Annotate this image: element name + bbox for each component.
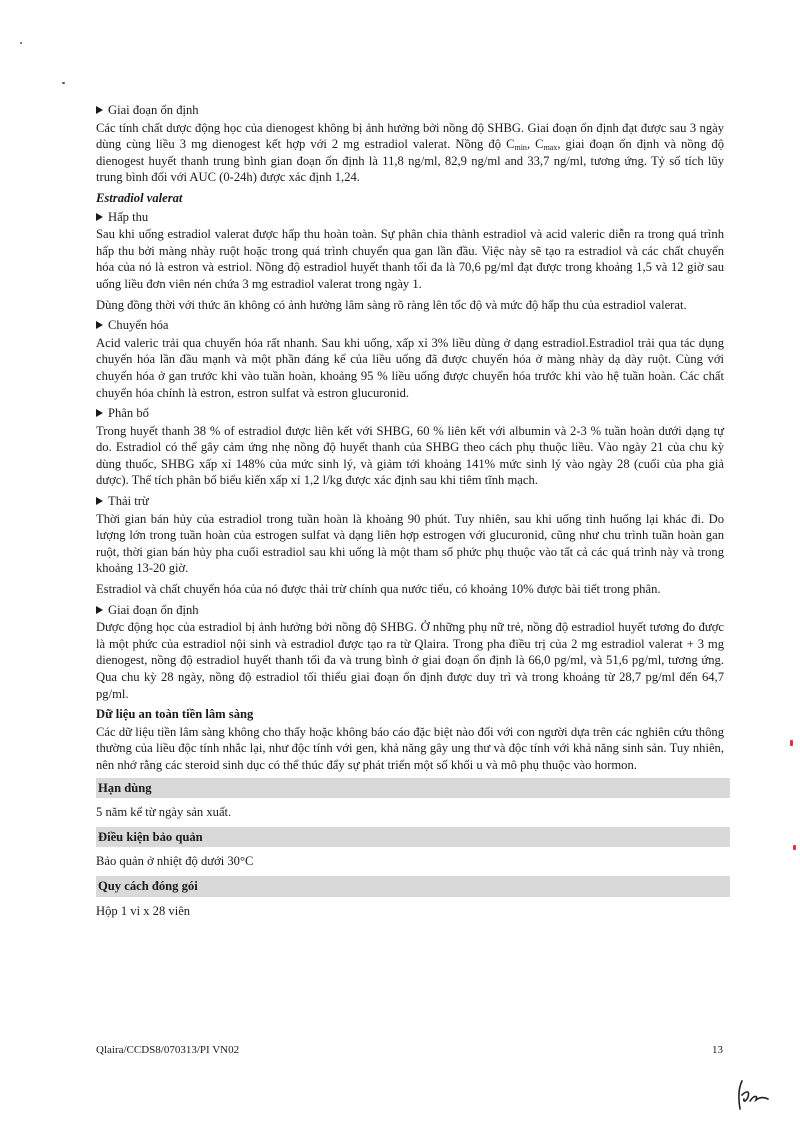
estradiol-stable-paragraph: Dược động học của estradiol bị ảnh hưởng bởi nồng độ SHBG. Ở những phụ nữ trẻ, nồng độ estradiol huyết tương đo được là một phức của estradiol nội sinh và estradiol được tạo ra từ Qlaira. Trong pha điều trị của 2 mg estradiol valerat + 3 mg dienogest, nồng độ estradiol huyết thanh tối đa và trung bình ở giai đoạn ổn định là 66,0 pg/ml, và 51,6 pg/ml, tương ứng. Qua chu kỳ 28 ngày, nồng độ estradiol tối thiểu giai đoạn ổn định được duy trì và trong khoảng từ 28,7 pg/ml đến 64,7 pg/ml. bbox=[96, 620, 724, 701]
triangle-bullet-icon bbox=[96, 606, 103, 614]
subheading-elimination: Thải trừ bbox=[96, 493, 724, 510]
subheading-estradiol-stable: Giai đoạn ổn định bbox=[96, 602, 724, 619]
document-code: Qlaira/CCDS8/070313/PI VN02 bbox=[96, 1044, 240, 1056]
document-body bbox=[96, 100, 724, 925]
subheading-metabolism: Chuyển hóa bbox=[96, 317, 724, 334]
preclinical-paragraph: Các dữ liệu tiền lâm sàng không cho thấy hoặc không báo cáo đặc biệt nào đối với con người dựa trên các nghiên cứu thông thường của liều độc tính nhắc lại, như độc tính với gen, khả năng gây ung thư và độc tính với khả năng sinh sản. Tuy nhiên, nên nhớ rằng các steroid sinh dục có thể thúc đẩy sự phát triển một số khối u và mô phụ thuộc vào hormon. bbox=[96, 724, 724, 772]
elimination-paragraph-2: Estradiol và chất chuyển hóa của nó được thải trừ chính qua nước tiểu, có khoảng 10% được bài tiết trong phân. bbox=[96, 582, 661, 597]
scan-mark bbox=[793, 845, 796, 850]
distribution-paragraph: Trong huyết thanh 38 % of estradiol được liên kết với SHBG, 60 % liên kết với albumin và 2-3 % tuần hoàn dưới dạng tự do. Estradiol có thể gây cảm ứng nhẹ nồng độ huyết thanh của SHBG theo cách phụ thuộc liều. Vào ngày 21 của chu kỳ dùng thuốc, SHBG xấp xỉ 148% của mức sinh lý, và giảm tới khoảng 141% mức sinh lý vào ngày 28 (cuối của pha giả dược). Thể tích phân bố biểu kiến xấp xỉ 1,2 l/kg được xác định sau khi tiêm tĩnh mạch. bbox=[96, 423, 724, 488]
preclinical-heading: Dữ liệu an toàn tiền lâm sàng bbox=[96, 707, 254, 722]
storage-text: Bảo quản ở nhiệt độ dưới 30°C bbox=[96, 854, 254, 869]
scan-speck bbox=[20, 42, 22, 44]
triangle-bullet-icon bbox=[96, 497, 103, 505]
triangle-bullet-icon bbox=[96, 321, 103, 329]
triangle-bullet-icon bbox=[96, 409, 103, 417]
packaging-heading: Quy cách đóng gói bbox=[96, 876, 730, 897]
metabolism-paragraph: Acid valeric trải qua chuyển hóa rất nhanh. Sau khi uống, xấp xỉ 3% liều dùng ở dạng estradiol.Estradiol trải qua tác dụng chuyển hóa lần đầu mạnh và một phần đáng kể của liều uống đã được chuyển hóa ở màng nhày dạ dày ruột. Cùng với chuyển hóa ở gan trước khi vào tuần hoàn, khoảng 95 % liều uống được chuyển hóa trước khi vào hệ tuần hoàn. Các chất chuyển hóa chính là estron, estron sulfat và estron glucuronid. bbox=[96, 335, 724, 400]
shelf-life-heading: Hạn dùng bbox=[96, 778, 730, 799]
dienogest-stable-paragraph: Các tính chất dược động học của dienogest không bị ảnh hưởng bởi nồng độ SHBG. Giai đoạn ổn định đạt được sau 3 ngày dùng cùng liều 3 mg dienogest kết hợp với 2 mg estradiol valerat. Nồng độ $C_{min}$, $C_{max}$, giai đoạn ổn định và nồng độ dienogest huyết thanh trung bình gian đoạn ổn định là 11,8 ng/ml, 82,9 ng/ml and 33,7 ng/ml, tương ứng. Tỷ số tích lũy trung bình đối với AUC (0-24h) được xác định 1,24. bbox=[96, 120, 724, 185]
subheading-absorption: Hấp thu bbox=[96, 209, 724, 226]
subheading-dienogest-stable: Giai đoạn ổn định bbox=[96, 102, 724, 119]
absorption-paragraph-1: Sau khi uống estradiol valerat được hấp thu hoàn toàn. Sự phân chia thành estradiol và acid valeric diễn ra trong quá trình hấp thu bởi màng nhày ruột hoặc trong quá trình chuyển qua gan lần đầu. Việc này sẽ tạo ra estradiol và các chất chuyển hóa của nó là estron và estriol. Nồng độ estradiol huyết thanh tối đa là 70,6 pg/ml đạt được trong khoảng 1,5 và 12 giờ sau uống liều đơn viên nén chứa 3 mg estradiol valerat trong ngày 1. bbox=[96, 227, 724, 291]
absorption-paragraph-2: Dùng đồng thời với thức ăn không có ảnh hưởng lâm sàng rõ ràng lên tốc độ và mức độ hấp thu của estradiol valerat. bbox=[96, 297, 687, 312]
elimination-paragraph-1: Thời gian bán hủy của estradiol trong tuần hoàn là khoảng 90 phút. Tuy nhiên, sau khi uống tình huống lại khác đi. Do lượng lớn trong tuần hoàn của estrogen sulfat và dạng liên hợp estrogen với glucuronid, cũng như chu trình tuần hoàn gan ruột, thời gian bán hủy pha cuối estradiol sau khi uống là một tham số phức phụ thuộc vào tất cả các quá trình này và trong khoảng 13-20 giờ. bbox=[96, 511, 724, 576]
scan-mark bbox=[790, 740, 793, 746]
page-number: 13 bbox=[712, 1044, 723, 1056]
shelf-life-text: 5 năm kể từ ngày sản xuất. bbox=[96, 805, 232, 820]
packaging-text: Hộp 1 vỉ x 28 viên bbox=[96, 903, 191, 918]
scan-speck bbox=[62, 82, 65, 84]
estradiol-heading: Estradiol valerat bbox=[96, 190, 183, 205]
triangle-bullet-icon bbox=[96, 106, 103, 114]
triangle-bullet-icon bbox=[96, 213, 103, 221]
signature-mark bbox=[730, 1075, 780, 1115]
storage-heading: Điều kiện bảo quản bbox=[96, 827, 730, 848]
subheading-distribution: Phân bố bbox=[96, 405, 724, 422]
